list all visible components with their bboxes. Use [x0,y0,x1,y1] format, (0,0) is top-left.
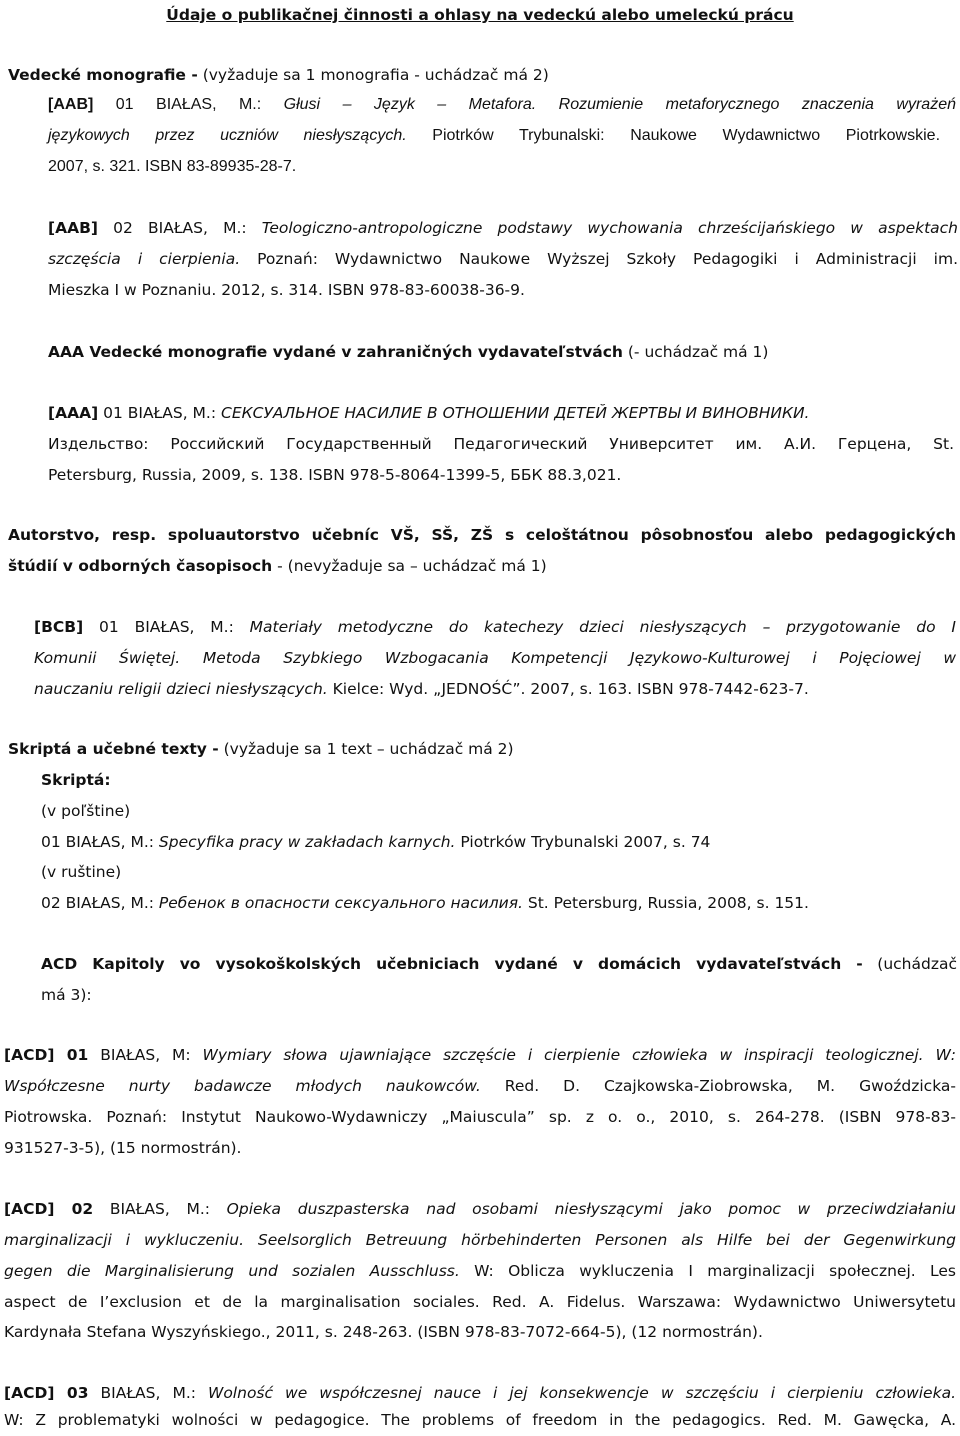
entry-skripta-02: 02 BIAŁAS, M.: Ребенок в опасности сексуального насилия. St. Petersburg, Russia, 2008, s. 151. [41,894,809,912]
entry-line: W: Z problematyki wolności w pedagogice. The problems of freedom in the pedagogics. Red. M. Gawęcka, A. [4,1411,956,1429]
entry-line: Mieszka I w Poznaniu. 2012, s. 314. ISBN 978-83-60038-36-9. [48,281,525,299]
entry-line: Piotrowska. Poznań: Instytut Naukowo-Wydawniczy „Maiuscula” sp. z o. o., 2010, s. 264-278. (ISBN 978-83- [4,1108,956,1126]
entry-line: językowych przez uczniów niesłyszących. Piotrków Trybunalski: Naukowe Wydawnictwo Piotrkowskie. [48,127,941,144]
entry-line: aspect de I’exclusion et de la marginalisation sociales. Red. A. Fidelus. Warszawa: Wydawnictwo Uniwersytetu [4,1293,956,1311]
section-heading-autorstvo-line2: štúdií v odborných časopisoch - (nevyžaduje sa – uchádzač má 1) [8,557,547,575]
entry-skripta-01: 01 BIAŁAS, M.: Specyfika pracy w zakładach karnych. Piotrków Trybunalski 2007, s. 74 [41,833,711,851]
section-heading-monografie: Vedecké monografie - (vyžaduje sa 1 monografia - uchádzač má 2) [8,66,549,84]
skripta-language-label-pl: (v poľštine) [41,802,131,820]
entry-line: marginalizacji i wykluczeniu. Seelsorglich Betreuung hörbehinderten Personen als Hilfe bei der Gegenwirkung [4,1231,956,1249]
entry-line: Kardynała Stefana Wyszyńskiego., 2011, s. 248-263. (ISBN 978-83-7072-664-5), (12 normostrán). [4,1323,763,1341]
entry-line: nauczaniu religii dzieci niesłyszących. Kielce: Wyd. „JEDNOŚĆ”. 2007, s. 163. ISBN 978-7442-623-7. [34,680,809,698]
section-heading-aaa: AAA Vedecké monografie vydané v zahraničných vydavateľstvách (- uchádzač má 1) [48,343,769,361]
entry-line: Komunii Świętej. Metoda Szybkiego Wzbogacania Kompetencji Językowo-Kulturowej i Pojęciowej w [34,649,957,667]
skripta-language-label-ru: (v ruštine) [41,863,122,881]
entry-line: szczęścia i cierpienia. Poznań: Wydawnictwo Naukowe Wyższej Szkoły Pedagogiki i Administracji im. [48,250,958,268]
section-heading-acd: ACD Kapitoly vo vysokoškolských učebniciach vydané v domácich vydavateľstvách - (uchádzač [41,955,958,973]
section-heading-acd-line2: má 3): [41,986,92,1004]
section-heading-skripta: Skriptá a učebné texty - (vyžaduje sa 1 text – uchádzač má 2) [8,740,514,758]
entry-line: 931527-3-5), (15 normostrán). [4,1139,242,1157]
skripta-subheading: Skriptá: [41,771,111,789]
entry-line: [ACD] 02 BIAŁAS, M.: Opieka duszpasterska nad osobami niesłyszącymi jako pomoc w przeciwdziałaniu [4,1200,957,1218]
entry-line: Współczesne nurty badawcze młodych naukowców. Red. D. Czajkowska-Ziobrowska, M. Gwoździcka- [4,1077,956,1095]
entry-line: gegen die Marginalisierung und sozialen Ausschluss. W: Oblicza wykluczenia I marginalizacji społecznej. Les [4,1262,956,1280]
entry-line: [AAB] 01 BIAŁAS, M.: Głusi – Język – Metafora. Rozumienie metaforycznego znaczenia wyrażeń [48,96,956,113]
entry-line: [AAA] 01 BIAŁAS, M.: СЕКСУАЛЬНОЕ НАСИЛИЕ В ОТНОШЕНИИ ДЕТЕЙ ЖЕРТВЫ И ВИНОВНИКИ. [48,404,810,422]
entry-line: [ACD] 03 BIAŁAS, M.: Wolność we współczesnej nauce i jej konsekwencje w szczęściu i cierpieniu człowieka. [4,1384,956,1402]
entry-line: Petersburg, Russia, 2009, s. 138. ISBN 978-5-8064-1399-5, ББК 88.3,021. [48,466,622,484]
page-title: Údaje o publikačnej činnosti a ohlasy na vedeckú alebo umeleckú prácu [166,6,794,24]
entry-line: [BCB] 01 BIAŁAS, M.: Materiały metodyczne do katechezy dzieci niesłyszących – przygotowanie do I [34,618,956,636]
entry-line: Издельство: Российский Государственный Педагогический Университет им. А.И. Герцена, St. [48,435,954,453]
entry-line: [AAB] 02 BIAŁAS, M.: Teologiczno-antropologiczne podstawy wychowania chrześcijańskiego w aspektach [48,219,958,237]
entry-line: 2007, s. 321. ISBN 83-89935-28-7. [48,158,297,175]
section-heading-autorstvo: Autorstvo, resp. spoluautorstvo učebníc VŠ, SŠ, ZŠ s celoštátnou pôsobnosťou alebo pedagogických [8,526,956,544]
entry-line: [ACD] 01 BIAŁAS, M: Wymiary słowa ujawniające szczęście i cierpienie człowieka w inspiracji teologicznej. W: [4,1046,957,1064]
